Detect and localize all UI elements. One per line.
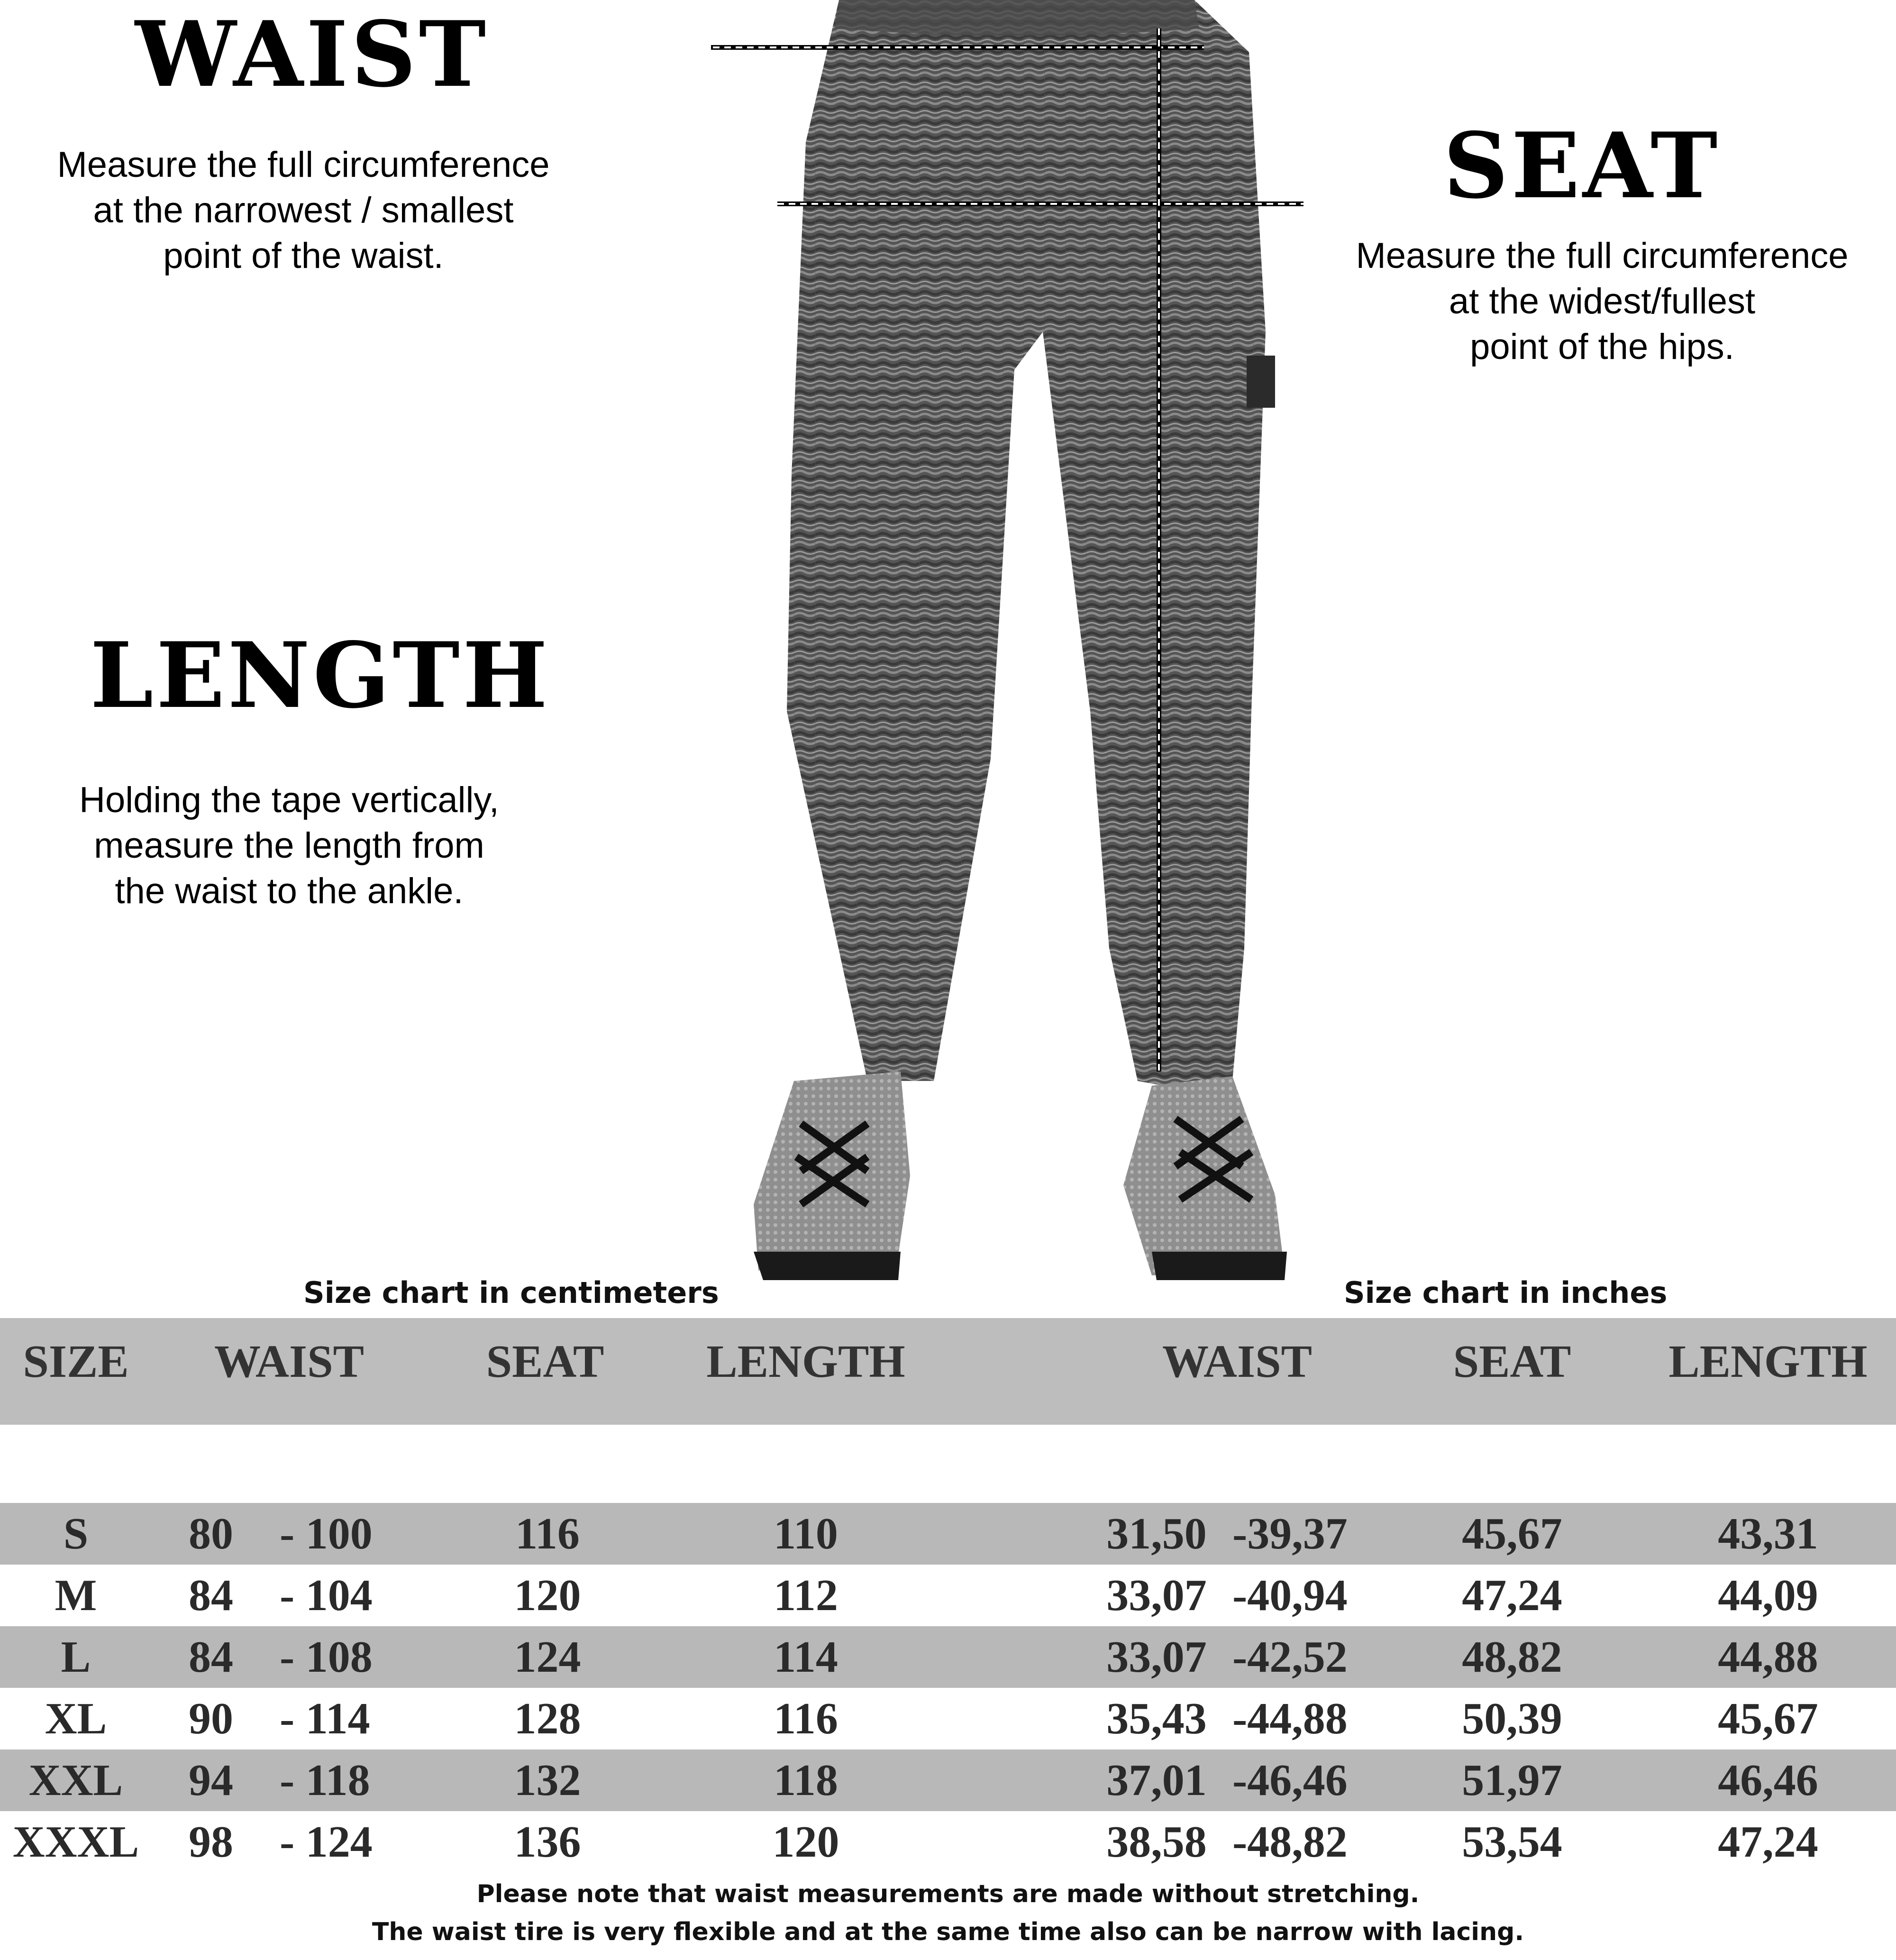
cell-waist-in-min: 38,58 <box>1106 1817 1207 1867</box>
cell-length-in: 47,24 <box>1718 1817 1818 1867</box>
cell-seat-cm: 132 <box>514 1756 581 1805</box>
table-row <box>0 1749 1896 1811</box>
cell-waist-in-min: 35,43 <box>1106 1694 1207 1743</box>
table-row <box>0 1565 1896 1626</box>
caption-inches: Size chart in inches <box>1344 1275 1668 1310</box>
cell-length-in: 44,09 <box>1718 1571 1818 1620</box>
cell-seat-cm: 136 <box>514 1817 581 1867</box>
length-description: Holding the tape vertically, measure the length from the waist to the ankle. <box>79 780 499 911</box>
cell-length-in: 44,88 <box>1718 1632 1818 1682</box>
cell-size: L <box>61 1632 91 1682</box>
header-waist-cm: WAIST <box>214 1336 364 1387</box>
cell-seat-cm: 128 <box>514 1694 581 1743</box>
cell-seat-in: 45,67 <box>1462 1509 1562 1558</box>
cell-waist-cm-min: 84 <box>189 1632 233 1682</box>
cell-waist-in-max: -46,46 <box>1232 1756 1348 1805</box>
table-row <box>0 1503 1896 1565</box>
cell-seat-in: 53,54 <box>1462 1817 1562 1867</box>
cell-waist-in-min: 31,50 <box>1106 1509 1207 1558</box>
cell-length-cm: 114 <box>774 1632 838 1682</box>
cell-waist-cm-max: - 100 <box>280 1509 373 1558</box>
cell-length-cm: 120 <box>772 1817 839 1867</box>
pants-shape <box>787 0 1266 1090</box>
cell-waist-in-max: -42,52 <box>1232 1632 1348 1682</box>
header-length-in: LENGTH <box>1668 1336 1868 1387</box>
cell-waist-cm-min: 94 <box>189 1756 233 1805</box>
cell-waist-cm-max: - 108 <box>280 1632 373 1682</box>
cell-waist-in-max: -40,94 <box>1232 1571 1348 1620</box>
cell-waist-in-max: -39,37 <box>1232 1509 1348 1558</box>
cell-size: S <box>63 1509 89 1558</box>
cell-waist-in-min: 37,01 <box>1106 1756 1207 1805</box>
cell-waist-cm-min: 98 <box>189 1817 233 1867</box>
cell-size: XL <box>45 1694 107 1743</box>
cell-seat-in: 50,39 <box>1462 1694 1562 1743</box>
table-row <box>0 1688 1896 1749</box>
cell-waist-in-max: -44,88 <box>1232 1694 1348 1743</box>
product-image <box>711 0 1327 1294</box>
cell-length-in: 45,67 <box>1718 1694 1818 1743</box>
cell-length-cm: 110 <box>774 1509 838 1558</box>
cell-waist-cm-max: - 124 <box>280 1817 373 1867</box>
caption-centimeters: Size chart in centimeters <box>303 1275 719 1310</box>
cell-seat-cm: 116 <box>515 1509 580 1558</box>
waist-title: WAIST <box>135 1 489 107</box>
right-sneaker <box>1123 1076 1287 1280</box>
cell-waist-cm-min: 90 <box>189 1694 233 1743</box>
cell-waist-in-min: 33,07 <box>1106 1632 1207 1682</box>
cell-length-cm: 116 <box>774 1694 838 1743</box>
cell-length-cm: 118 <box>774 1756 838 1805</box>
note-stretching: Please note that waist measurements are made without stretching. <box>476 1880 1420 1908</box>
cell-waist-cm-min: 80 <box>189 1509 233 1558</box>
cell-size: XXXL <box>12 1817 139 1867</box>
cell-seat-cm: 120 <box>514 1571 581 1620</box>
left-sneaker <box>754 1072 910 1280</box>
length-title: LENGTH <box>90 623 551 728</box>
cell-waist-cm-max: - 118 <box>280 1756 370 1805</box>
cell-size: XXL <box>28 1756 123 1805</box>
cell-size: M <box>55 1571 97 1620</box>
cell-seat-in: 47,24 <box>1462 1571 1562 1620</box>
seat-title: SEAT <box>1443 113 1721 219</box>
cell-waist-in-min: 33,07 <box>1106 1571 1207 1620</box>
header-length-cm: LENGTH <box>706 1336 905 1387</box>
header-waist-in: WAIST <box>1162 1336 1312 1387</box>
cell-waist-cm-min: 84 <box>189 1571 233 1620</box>
seat-description: Measure the full circumference at the widest/fullest point of the hips. <box>1356 236 1849 367</box>
header-size: SIZE <box>23 1336 129 1387</box>
header-seat-cm: SEAT <box>486 1336 604 1387</box>
table-row <box>0 1626 1896 1688</box>
cell-seat-cm: 124 <box>514 1632 581 1682</box>
cell-length-cm: 112 <box>774 1571 838 1620</box>
cell-seat-in: 48,82 <box>1462 1632 1562 1682</box>
waist-description: Measure the full circumference at the narrowest / smallest point of the waist. <box>57 145 550 276</box>
cell-waist-cm-max: - 104 <box>280 1571 373 1620</box>
cell-seat-in: 51,97 <box>1462 1756 1562 1805</box>
cell-waist-in-max: -48,82 <box>1232 1817 1348 1867</box>
cell-waist-cm-max: - 114 <box>280 1694 370 1743</box>
note-lacing: The waist tire is very flexible and at the same time also can be narrow with lacing. <box>372 1918 1524 1946</box>
table-row <box>0 1811 1896 1873</box>
cell-length-in: 46,46 <box>1718 1756 1818 1805</box>
header-seat-in: SEAT <box>1453 1336 1571 1387</box>
cell-length-in: 43,31 <box>1718 1509 1818 1558</box>
